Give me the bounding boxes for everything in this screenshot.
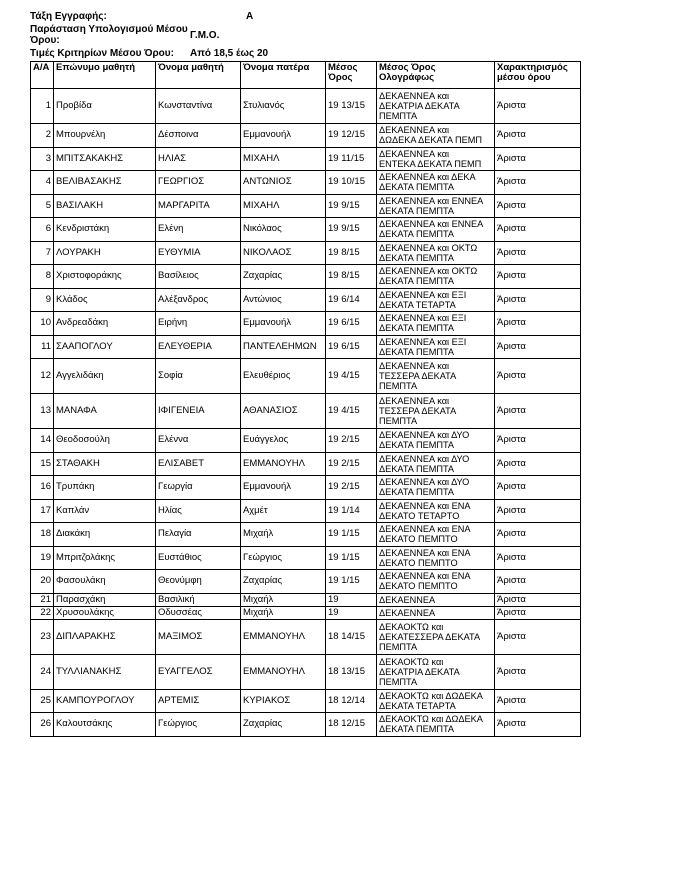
cell-words: ΔΕΚΑΟΚΤΩ και ΔΩΔΕΚΑ ΔΕΚΑΤΑ ΠΕΜΠΤΑ [377,713,495,737]
cell-words: ΔΕΚΑΕΝΝΕΑ και ΔΕΚΑ ΔΕΚΑΤΑ ΠΕΜΠΤΑ [377,171,495,195]
table-row [31,194,581,218]
cell-name: Ειρήνη [156,312,241,336]
cell-name: Πελαγία [156,523,241,547]
cell-words: ΔΕΚΑΕΝΝΕΑ και ΤΕΣΣΕΡΑ ΔΕΚΑΤΑ ΠΕΜΠΤΑ [377,394,495,429]
cell-avg: 18 13/15 [326,654,377,689]
cell-father: Μιχαήλ [241,523,326,547]
cell-name: Δέσποινα [156,124,241,148]
table-row [31,218,581,242]
class-label: Τάξη Εγγραφής: [30,11,107,22]
cell-name: ΜΑΡΓΑΡΙΤΑ [156,194,241,218]
cell-avg: 19 1/15 [326,546,377,570]
cell-grade: Άριστα [495,606,581,619]
cell-words: ΔΕΚΑΕΝΝΕΑ και ΟΚΤΩ ΔΕΚΑΤΑ ΠΕΜΠΤΑ [377,241,495,265]
cell-n: 21 [31,593,54,606]
cell-surname: Καλουτσάκης [54,713,156,737]
cell-father: Ζαχαρίας [241,570,326,594]
cell-surname: Θεοδοσούλη [54,429,156,453]
cell-n: 24 [31,654,54,689]
cell-avg: 19 9/15 [326,194,377,218]
cell-n: 11 [31,335,54,359]
cell-grade: Άριστα [495,335,581,359]
header-col-avg: Μέσος Όρος [326,62,377,89]
cell-surname: Ανδρεαδάκη [54,312,156,336]
cell-words: ΔΕΚΑΕΝΝΕΑ και ΕΝΑ ΔΕΚΑΤΟ ΤΕΤΑΡΤΟ [377,499,495,523]
cell-surname: Παρασχάκη [54,593,156,606]
cell-avg: 19 6/15 [326,312,377,336]
cell-n: 6 [31,218,54,242]
cell-words: ΔΕΚΑΟΚΤΩ και ΔΕΚΑΤΕΣΣΕΡΑ ΔΕΚΑΤΑ ΠΕΜΠΤΑ [377,619,495,654]
table-row [31,89,581,124]
cell-surname: Κενδριστάκη [54,218,156,242]
cell-grade: Άριστα [495,593,581,606]
cell-avg: 19 4/15 [326,394,377,429]
cell-avg: 18 14/15 [326,619,377,654]
table-row [31,288,581,312]
cell-grade: Άριστα [495,288,581,312]
cell-n: 23 [31,619,54,654]
cell-words: ΔΕΚΑΕΝΝΕΑ και ΕΞΙ ΔΕΚΑΤΑ ΠΕΜΠΤΑ [377,335,495,359]
cell-name: Βασιλική [156,593,241,606]
cell-grade: Άριστα [495,452,581,476]
cell-words: ΔΕΚΑΕΝΝΕΑ και ΕΝΑ ΔΕΚΑΤΟ ΠΕΜΠΤΟ [377,570,495,594]
calc-value: Γ.Μ.Ο. [190,30,220,41]
cell-father: Μιχαήλ [241,606,326,619]
cell-name: ΕΛΙΣΑΒΕΤ [156,452,241,476]
cell-n: 5 [31,194,54,218]
cell-n: 3 [31,147,54,171]
cell-words: ΔΕΚΑΕΝΝΕΑ και ΕΞΙ ΔΕΚΑΤΑ ΤΕΤΑΡΤΑ [377,288,495,312]
cell-n: 20 [31,570,54,594]
cell-surname: ΜΑΝΑΦΑ [54,394,156,429]
cell-n: 10 [31,312,54,336]
cell-avg: 19 2/15 [326,429,377,453]
cell-words: ΔΕΚΑΕΝΝΕΑ και ΔΕΚΑΤΡΙΑ ΔΕΚΑΤΑ ΠΕΜΠΤΑ [377,89,495,124]
table-row [31,171,581,195]
cell-father: ΑΝΤΩΝΙΟΣ [241,171,326,195]
class-value: Α [246,11,254,22]
cell-father: ΝΙΚΟΛΑΟΣ [241,241,326,265]
cell-grade: Άριστα [495,570,581,594]
cell-avg: 19 9/15 [326,218,377,242]
table-row [31,689,581,713]
table-row [31,124,581,148]
cell-father: Ελευθέριος [241,359,326,394]
cell-n: 9 [31,288,54,312]
cell-father: Εμμανουήλ [241,124,326,148]
cell-grade: Άριστα [495,654,581,689]
cell-name: ΕΥΑΓΓΕΛΟΣ [156,654,241,689]
range-label: Τιμές Κριτηρίων Μέσου Όρου: [30,48,174,59]
cell-father: ΕΜΜΑΝΟΥΗΛ [241,654,326,689]
cell-father: ΕΜΜΑΝΟΥΗΛ [241,452,326,476]
cell-grade: Άριστα [495,476,581,500]
cell-name: Ελέννα [156,429,241,453]
cell-father: Γεώργιος [241,546,326,570]
cell-surname: ΛΟΥΡΑΚΗ [54,241,156,265]
cell-avg: 19 [326,606,377,619]
cell-father: ΑΘΑΝΑΣΙΟΣ [241,394,326,429]
cell-surname: ΣΤΑΘΑΚΗ [54,452,156,476]
cell-avg: 19 13/15 [326,89,377,124]
cell-name: ΜΑΞΙΜΟΣ [156,619,241,654]
table-row [31,499,581,523]
cell-father: ΕΜΜΑΝΟΥΗΛ [241,619,326,654]
cell-name: Ηλίας [156,499,241,523]
table-row [31,241,581,265]
cell-father: Νικόλαος [241,218,326,242]
cell-name: Θεονύμφη [156,570,241,594]
cell-grade: Άριστα [495,689,581,713]
cell-name: Ελένη [156,218,241,242]
cell-n: 16 [31,476,54,500]
cell-surname: ΣΑΑΠΟΓΛΟΥ [54,335,156,359]
cell-surname: Χρυσουλάκης [54,606,156,619]
cell-words: ΔΕΚΑΕΝΝΕΑ και ΕΝΑ ΔΕΚΑΤΟ ΠΕΜΠΤΟ [377,523,495,547]
cell-father: Αχμέτ [241,499,326,523]
cell-name: Ευστάθιος [156,546,241,570]
range-value: Από 18,5 έως 20 [190,48,269,59]
table-row [31,523,581,547]
cell-avg: 19 2/15 [326,452,377,476]
table-row [31,713,581,737]
cell-words: ΔΕΚΑΕΝΝΕΑ και ΟΚΤΩ ΔΕΚΑΤΑ ΠΕΜΠΤΑ [377,265,495,289]
cell-n: 26 [31,713,54,737]
header-col-avg-words: Μέσος Όρος Ολογράφως [377,62,495,89]
cell-avg: 19 6/14 [326,288,377,312]
cell-words: ΔΕΚΑΕΝΝΕΑ και ΕΝΤΕΚΑ ΔΕΚΑΤΑ ΠΕΜΠ [377,147,495,171]
cell-n: 1 [31,89,54,124]
cell-father: Εμμανουήλ [241,312,326,336]
cell-words: ΔΕΚΑΕΝΝΕΑ και ΕΝΑ ΔΕΚΑΤΟ ΠΕΜΠΤΟ [377,546,495,570]
cell-surname: Τρυπάκη [54,476,156,500]
cell-surname: ΒΑΣΙΛΑΚΗ [54,194,156,218]
cell-father: ΜΙΧΑΗΛ [241,194,326,218]
cell-name: Σοφία [156,359,241,394]
cell-father: Στυλιανός [241,89,326,124]
cell-avg: 18 12/15 [326,713,377,737]
cell-words: ΔΕΚΑΕΝΝΕΑ και ΕΝΝΕΑ ΔΕΚΑΤΑ ΠΕΜΠΤΑ [377,194,495,218]
cell-avg: 19 8/15 [326,265,377,289]
cell-words: ΔΕΚΑΟΚΤΩ και ΔΩΔΕΚΑ ΔΕΚΑΤΑ ΤΕΤΑΡΤΑ [377,689,495,713]
cell-grade: Άριστα [495,546,581,570]
cell-surname: Αγγελιδάκη [54,359,156,394]
table-row [31,570,581,594]
cell-words: ΔΕΚΑΕΝΝΕΑ και ΔΥΟ ΔΕΚΑΤΑ ΠΕΜΠΤΑ [377,452,495,476]
cell-grade: Άριστα [495,523,581,547]
cell-n: 22 [31,606,54,619]
cell-father: Ζαχαρίας [241,265,326,289]
cell-avg: 19 [326,593,377,606]
cell-name: ΕΛΕΥΘΕΡΙΑ [156,335,241,359]
cell-n: 2 [31,124,54,148]
cell-surname: Καπλάν [54,499,156,523]
cell-n: 12 [31,359,54,394]
table-row [31,429,581,453]
cell-n: 4 [31,171,54,195]
cell-father: ΜΙΧΑΗΛ [241,147,326,171]
cell-father: Αντώνιος [241,288,326,312]
table-row [31,147,581,171]
cell-avg: 19 1/14 [326,499,377,523]
table-body [31,89,581,737]
table-row [31,452,581,476]
cell-words: ΔΕΚΑΕΝΝΕΑ και ΔΩΔΕΚΑ ΔΕΚΑΤΑ ΠΕΜΠ [377,124,495,148]
cell-avg: 19 10/15 [326,171,377,195]
table-row [31,546,581,570]
cell-father: Ζαχαρίας [241,713,326,737]
cell-surname: Χριστοφοράκης [54,265,156,289]
cell-father: Ευάγγελος [241,429,326,453]
cell-name: Γεώργιος [156,713,241,737]
cell-n: 13 [31,394,54,429]
cell-words: ΔΕΚΑΕΝΝΕΑ [377,606,495,619]
table-row [31,619,581,654]
cell-avg: 19 1/15 [326,523,377,547]
cell-words: ΔΕΚΑΕΝΝΕΑ και ΤΕΣΣΕΡΑ ΔΕΚΑΤΑ ΠΕΜΠΤΑ [377,359,495,394]
cell-surname: ΒΕΛΙΒΑΣΑΚΗΣ [54,171,156,195]
header-col-father: Όνομα πατέρα [241,62,326,89]
calc-label-line1: Παράσταση Υπολογισμού Μέσου [30,24,188,35]
cell-grade: Άριστα [495,241,581,265]
header-col-aa: Α/Α [31,62,54,89]
cell-n: 18 [31,523,54,547]
cell-father: ΠΑΝΤΕΛΕΗΜΩΝ [241,335,326,359]
table-row [31,593,581,606]
cell-grade: Άριστα [495,171,581,195]
cell-n: 19 [31,546,54,570]
cell-avg: 19 12/15 [326,124,377,148]
cell-words: ΔΕΚΑΕΝΝΕΑ και ΔΥΟ ΔΕΚΑΤΑ ΠΕΜΠΤΑ [377,429,495,453]
table-row [31,606,581,619]
cell-grade: Άριστα [495,359,581,394]
cell-father: Μιχαήλ [241,593,326,606]
cell-n: 15 [31,452,54,476]
cell-grade: Άριστα [495,312,581,336]
cell-avg: 19 11/15 [326,147,377,171]
cell-n: 7 [31,241,54,265]
cell-grade: Άριστα [495,429,581,453]
cell-name: ΕΥΘΥΜΙΑ [156,241,241,265]
table-row [31,359,581,394]
cell-grade: Άριστα [495,394,581,429]
calc-label-line2: Όρου: [30,35,60,46]
cell-grade: Άριστα [495,218,581,242]
table-row [31,335,581,359]
cell-surname: Μπριτζολάκης [54,546,156,570]
cell-grade: Άριστα [495,194,581,218]
cell-words: ΔΕΚΑΕΝΝΕΑ και ΕΝΝΕΑ ΔΕΚΑΤΑ ΠΕΜΠΤΑ [377,218,495,242]
cell-name: ΑΡΤΕΜΙΣ [156,689,241,713]
table-row [31,312,581,336]
cell-father: Εμμανουήλ [241,476,326,500]
students-table [30,61,581,737]
cell-words: ΔΕΚΑΕΝΝΕΑ και ΔΥΟ ΔΕΚΑΤΑ ΠΕΜΠΤΑ [377,476,495,500]
cell-name: ΙΦΙΓΕΝΕΙΑ [156,394,241,429]
table-header-row [31,62,581,89]
cell-words: ΔΕΚΑΕΝΝΕΑ και ΕΞΙ ΔΕΚΑΤΑ ΠΕΜΠΤΑ [377,312,495,336]
cell-avg: 19 8/15 [326,241,377,265]
cell-name: Γεωργία [156,476,241,500]
cell-surname: ΚΑΜΠΟΥΡΟΓΛΟΥ [54,689,156,713]
cell-surname: Διακάκη [54,523,156,547]
cell-surname: ΤΥΛΛΙΑΝΑΚΗΣ [54,654,156,689]
cell-grade: Άριστα [495,499,581,523]
table-row [31,265,581,289]
header-col-grade: Χαρακτηρισμός μέσου όρου [495,62,581,89]
cell-avg: 18 12/14 [326,689,377,713]
header-col-name: Όνομα μαθητή [156,62,241,89]
cell-grade: Άριστα [495,713,581,737]
cell-name: Κωνσταντίνα [156,89,241,124]
cell-avg: 19 6/15 [326,335,377,359]
cell-n: 17 [31,499,54,523]
cell-n: 14 [31,429,54,453]
cell-surname: Μπουρνέλη [54,124,156,148]
cell-words: ΔΕΚΑΕΝΝΕΑ [377,593,495,606]
cell-avg: 19 1/15 [326,570,377,594]
table-row [31,476,581,500]
header-col-surname: Επώνυμο μαθητή [54,62,156,89]
cell-surname: Φασουλάκη [54,570,156,594]
cell-avg: 19 4/15 [326,359,377,394]
cell-grade: Άριστα [495,619,581,654]
cell-surname: ΔΙΠΛΑΡΑΚΗΣ [54,619,156,654]
cell-name: Αλέξανδρος [156,288,241,312]
cell-grade: Άριστα [495,147,581,171]
cell-surname: Κλάδος [54,288,156,312]
cell-grade: Άριστα [495,124,581,148]
cell-n: 8 [31,265,54,289]
cell-n: 25 [31,689,54,713]
table-row [31,654,581,689]
cell-name: ΗΛΙΑΣ [156,147,241,171]
cell-surname: Προβίδα [54,89,156,124]
cell-father: ΚΥΡΙΑΚΟΣ [241,689,326,713]
cell-grade: Άριστα [495,89,581,124]
cell-name: ΓΕΩΡΓΙΟΣ [156,171,241,195]
table-row [31,394,581,429]
cell-grade: Άριστα [495,265,581,289]
cell-words: ΔΕΚΑΟΚΤΩ και ΔΕΚΑΤΡΙΑ ΔΕΚΑΤΑ ΠΕΜΠΤΑ [377,654,495,689]
cell-surname: ΜΠΙΤΣΑΚΑΚΗΣ [54,147,156,171]
cell-name: Βασίλειος [156,265,241,289]
cell-name: Οδυσσέας [156,606,241,619]
cell-avg: 19 2/15 [326,476,377,500]
